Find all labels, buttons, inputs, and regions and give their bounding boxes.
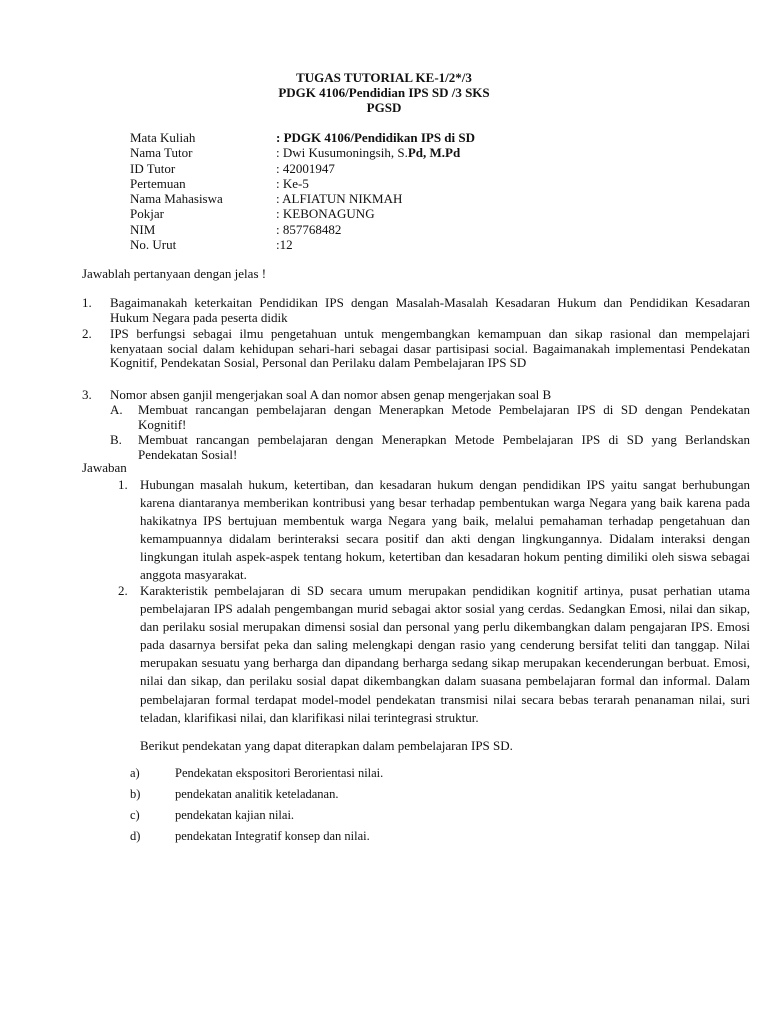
answer-text: Hubungan masalah hukum, ketertiban, dan kesadaran hukum dengan pendidikan IPS yaitu sangat berhubungan karena diantaranya memberikan kontribusi yang besar terhadap pembentukan warga Negara yang baik karena pada hakikatnya IPS bertujuan membentuk warga Negara yang baik, melalui pemahaman terhadap pengetahuan dan kemampuannya didalam berinteraksi secara positif dan akti dengan lingkungannya. Didalam interaksi dengan lingkungan itulah aspek-aspek tentang hokum, ketertiban dan kesadaran hokum penting dimiliki oleh siswa sebagai anggota masyarakat.	[140, 477, 750, 583]
answer-number: 2.	[118, 583, 128, 598]
info-value: : PDGK 4106/Pendidikan IPS di SD	[276, 130, 476, 145]
info-label: Nama Tutor	[130, 145, 193, 161]
info-value: : 42001947	[276, 160, 335, 176]
approach-option	[130, 829, 370, 844]
approach-option	[130, 808, 294, 823]
info-label: Nama Mahasiswa	[130, 191, 223, 207]
option-letter: a)	[130, 766, 140, 780]
question-item	[82, 296, 750, 325]
info-value: : 857768482	[276, 221, 342, 237]
info-label: Mata Kuliah	[130, 130, 196, 145]
info-label: NIM	[130, 221, 156, 237]
subquestion-item	[110, 432, 750, 462]
option-text: pendekatan kajian nilai.	[175, 808, 295, 822]
info-value-bold: Pd, M.Pd	[407, 145, 461, 161]
document-title: TUGAS TUTORIAL KE-1/2*/3	[296, 70, 472, 85]
answer-item	[118, 582, 750, 727]
subquestion-item	[110, 402, 750, 432]
info-row-no-urut	[130, 237, 475, 252]
course-subtitle: PDGK 4106/Pendidian IPS SD /3 SKS	[278, 85, 490, 100]
option-letter: c)	[130, 808, 140, 822]
question-item	[82, 388, 750, 403]
option-text: Pendekatan ekspositori Berorientasi nilai.	[175, 766, 384, 780]
subquestion-text: Membuat rancangan pembelajaran dengan Menerapkan Metode Pembelajaran IPS di SD yang Berlandskan Pendekatan Sosial!	[138, 432, 750, 462]
answer-text: Karakteristik pembelajaran di SD secara umum merupakan pendidikan kognitif artinya, pusat perhatian utama pembelajaran IPS adalah pengembangan murid sebagai aktor sosial yang cerdas. Sedangkan Emosi, nilai dan sikap, dan perilaku sosial merupakan dimensi sosial dan personal yang perlu dikembangkan dalam pengajaran IPS. Emosi pada dasarnya bersifat peka dan saling melengkapi dengan rasio yang cenderung bersifat teliti dan tanggap. Nilai merupakan sesuatu yang berharga dan dipandang berharga sedang sikap merupakan kecenderungan berbuat. Emosi, nilai dan sikap, dan perilaku sosial dapat dikembangkan dalam suasana pembelajaran formal dan informal. Dalam pembelajaran formal terdapat model-model pendekatan transmisi nilai secara bebas terarah penanaman nilai, suri teladan, klarifikasi nilai, dan klarifikasi nilai terintegrasi struktur.	[140, 583, 750, 725]
approach-option	[130, 766, 383, 781]
info-row-pokjar	[130, 206, 475, 221]
info-value: :12	[276, 237, 293, 253]
approach-option	[130, 787, 338, 802]
info-row-nama-mahasiswa	[130, 191, 475, 206]
subquestion-letter: A.	[110, 402, 123, 417]
question-text: IPS berfungsi sebagai ilmu pengetahuan untuk mengembangkan kemampuan dan sikap rasional dan mempelajari kenyataan social dalam kehidupan sehari-hari sebagai dasar partisipasi social. Bagaimanakah implementasi Pendekatan Kognitif, Pendekatan Sosial, Personal dan Perilaku dalam Pembelajaran IPS SD	[110, 326, 750, 371]
info-value: : ALFIATUN NIKMAH	[276, 191, 403, 207]
question-number: 3.	[82, 387, 92, 402]
info-row-pertemuan	[130, 176, 475, 191]
info-row-nim	[130, 222, 475, 237]
option-letter: d)	[130, 829, 141, 843]
option-text: pendekatan Integratif konsep dan nilai.	[175, 829, 370, 843]
answers-heading: Jawaban	[82, 460, 127, 475]
program-label: PGSD	[366, 100, 402, 115]
info-label: No. Urut	[130, 237, 177, 253]
subquestion-text: Membuat rancangan pembelajaran dengan Menerapkan Metode Pembelajaran IPS di SD dengan Pendekatan Kognitif!	[138, 402, 750, 432]
info-label: Pertemuan	[130, 175, 186, 191]
instruction-text: Jawablah pertanyaan dengan jelas !	[82, 266, 267, 281]
info-row-nama-tutor	[130, 145, 475, 160]
approach-intro: Berikut pendekatan yang dapat diterapkan dalam pembelajaran IPS SD.	[140, 738, 513, 753]
answer-number: 1.	[118, 477, 128, 492]
info-value: : KEBONAGUNG	[276, 206, 375, 222]
subquestion-letter: B.	[110, 432, 122, 447]
info-value: : Dwi Kusumoningsih, S.	[276, 145, 408, 161]
student-info-block	[130, 130, 475, 252]
info-value: : Ke-5	[276, 175, 309, 191]
info-row-id-tutor	[130, 161, 475, 176]
option-letter: b)	[130, 787, 141, 801]
question-item	[82, 327, 750, 371]
info-label: ID Tutor	[130, 160, 176, 176]
question-text: Nomor absen ganjil mengerjakan soal A dan nomor absen genap mengerjakan soal B	[110, 387, 552, 402]
answer-item	[118, 476, 750, 585]
info-row-mata-kuliah	[130, 130, 475, 145]
question-number: 2.	[82, 326, 92, 341]
question-number: 1.	[82, 295, 92, 310]
option-text: pendekatan analitik keteladanan.	[175, 787, 339, 801]
question-text: Bagaimanakah keterkaitan Pendidikan IPS dengan Masalah-Masalah Kesadaran Hukum dan Pendidikan Kesadaran Hukum Negara pada peserta didik	[110, 295, 750, 325]
info-label: Pokjar	[130, 206, 164, 222]
